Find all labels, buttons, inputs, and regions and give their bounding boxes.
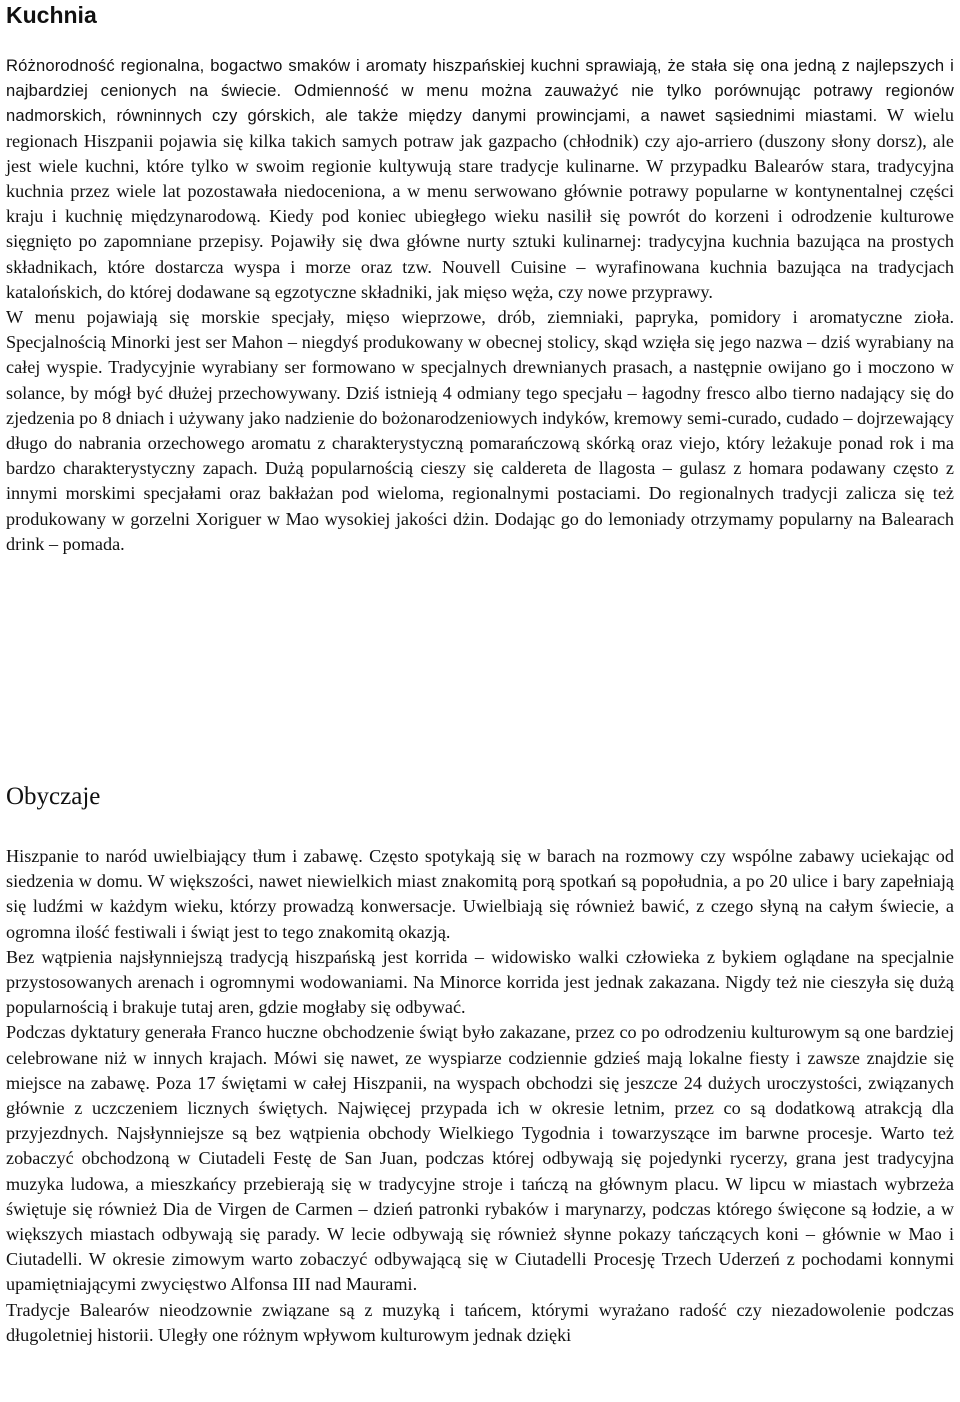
section-heading-obyczaje: Obyczaje	[6, 783, 101, 810]
kuchnia-paragraph-2: W menu pojawiają się morskie specjały, mięso wieprzowe, drób, ziemniaki, papryka, pomidory i aromatyczne zioła. Specjalnością Minorki jest ser Mahon – niegdyś produkowany w obecnej stolicy, skąd wzięła się jego nazwa – dziś wyrabiany na całej wyspie. Tradycyjnie wyrabiany ser formowano w specjalnych drewnianych prasach, a następnie owijano go i moczono w solance, by mógł być dłużej przechowywany. Dziś istnieją 4 odmiany tego specjału – łagodny fresco albo tierno nadający się do zjedzenia po 8 dniach i używany jako nadzienie do bożonarodzeniowych indyków, kremowy semi-curado, cudado – dojrzewający długo do nabrania orzechowego aromatu z charakterystyczną pomarańczową skórką oraz viejo, który leżakuje ponad rok i ma bardzo charakterystyczny zapach. Dużą popularnością cieszy się caldereta de llagosta – gulasz z homara podawany często z innymi morskimi specjałami oraz bakłażan pod wieloma, regionalnymi postaciami. Do regionalnych tradycji zalicza się też produkowany w gorzelni Xoriguer w Mao wysokiej jakości dżin. Dodając go do lemoniady otrzymamy popularny na Balearach drink – pomada.	[6, 307, 954, 554]
section-kuchnia-body	[6, 53, 954, 557]
heading-spacer	[6, 811, 954, 844]
kuchnia-paragraph-1-serif-part: W wielu regionach Hiszpanii pojawia się kilka takich samych potraw jak gazpacho (chłodnik) czy ajo-arriero (duszony słony dorsz), ale jest wiele kuchni, które tylko w swoim regionie kultywują stare tradycje kulinarne. W przypadku Balearów stara, tradycyjna kuchnia przez wiele lat pozostawała niedoceniona, a w menu serwowano głównie potrawy popularne w kontynentalnej części kraju i kuchnię międzynarodową. Kiedy pod koniec ubiegłego wieku nasilił się powrót do korzeni i odrodzenie kulturowe sięgnięto po zapomniane przepisy. Pojawiły się dwa główne nurty sztuki kulinarnej: tradycyjna kuchnia bazująca na prostych składnikach, które dostarcza wyspa i morze oraz tzw. Nouvell Cuisine – wyrafinowana kuchnia bazująca na tradycjach katalońskich, do której dodawane są egzotyczne składniki, jak mięso węża, czy nowe przyprawy.	[6, 105, 955, 302]
kuchnia-paragraph-1	[6, 53, 954, 305]
obyczaje-paragraph-1: Hiszpanie to naród uwielbiający tłum i zabawę. Często spotykają się w barach na rozmowy czy wspólne zabawy uciekając od siedzenia w domu. W większości, nawet niewielkich miast znakomitą porą spotkań są popołudnia, a po 20 ulice i bary zapełniają się ludźmi w każdym wieku, którzy prowadzą konwersacje. Uwielbiają się również bawić, z czego słyną na całym świecie, a ogromna ilość festiwali i świąt jest to tego znakomitą okazją.	[6, 846, 954, 942]
section-obyczaje	[6, 783, 954, 1348]
kuchnia-paragraph-1-sans-part: Różnorodność regionalna, bogactwo smaków i aromaty hiszpańskiej kuchni sprawiają, że stała się ona jedną z najlepszych i najbardziej cenionych na świecie. Odmienność w menu można zauważyć nie tylko porównując potrawy regionów nadmorskich, równinnych czy górskich, ale także między danymi prowincjami, a nawet sąsiednimi miastami.	[6, 56, 954, 126]
obyczaje-paragraph-4: Tradycje Balearów nieodzownie związane są z muzyką i tańcem, którymi wyrażano radość czy niezadowolenie podczas długoletniej historii. Uległy one różnym wpływom kulturowym jednak dzięki	[6, 1299, 954, 1345]
obyczaje-paragraph-3: Podczas dyktatury generała Franco huczne obchodzenie świąt było zakazane, przez co po odrodzeniu kulturowym są one bardziej celebrowane niż w innych krajach. Mówi się nawet, ze wyspiarze codziennie gdzieś mają lokalne fiesty i zawsze znajdzie się miejsce na zabawę. Poza 17 świętami w całej Hiszpanii, na wyspach obchodzi się jeszcze 24 dużych uroczystości, związanych głównie z uczczeniem licznych świętych. Najwięcej przypada ich w okresie letnim, przez co są dodatkową atrakcją dla przyjezdnych. Najsłynniejsze są bez wątpienia obchody Wielkiego Tygodnia i towarzyszące im barwne procesje. Warto też zobaczyć obchodzoną w Ciutadeli Festę de San Juan, podczas której odbywają się pojedynki rycerzy, grana jest tradycyjna muzyka ludowa, a mieszkańcy przebierają się w tradycyjne stroje i tańczą na głównym placu. W lipcu w miastach wybrzeża świętuje się również Dia de Virgen de Carmen – dzień patronki rybaków i marynarzy, podczas którego święcone są łodzie, a w większych miastach odbywają się parady. W lecie odbywają się również słynne pokazy tańczących koni – głównie w Mao i Ciutadelli. W okresie zimowym warto zobaczyć odbywającą się w Ciutadelli Procesję Trzech Uderzeń z pochodami konnymi upamiętniającymi zwycięstwo Alfonsa III nad Maurami.	[6, 1022, 954, 1295]
section-heading-kuchnia: Kuchnia	[6, 2, 97, 28]
obyczaje-paragraph-2: Bez wątpienia najsłynniejszą tradycją hiszpańską jest korrida – widowisko walki człowieka z bykiem oglądane na specjalnie przystosowanych arenach i ogromnymi wodowaniami. Na Minorce korrida jest jednak zakazana. Nigdy też nie cieszyła się dużą popularnością i brakuje tutaj aren, gdzie mogłaby się odbywać.	[6, 946, 954, 1018]
